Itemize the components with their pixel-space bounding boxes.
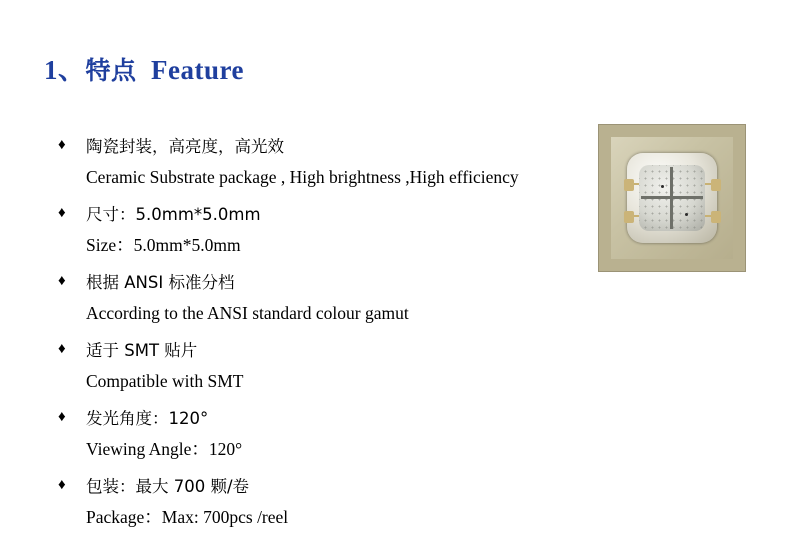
list-item (58, 336, 598, 396)
list-item-english: Ceramic Substrate package , High brightness ,High efficiency (86, 167, 519, 187)
page-title (44, 48, 244, 87)
list-item-english: Viewing Angle：120° (86, 439, 243, 459)
list-item (58, 132, 598, 192)
led-ceramic-body (627, 153, 717, 243)
diamond-bullet-icon: ♦ (58, 409, 66, 425)
list-item-chinese: 陶瓷封装，高亮度，高光效 (86, 137, 284, 156)
list-item (58, 472, 598, 532)
solder-pad (624, 179, 634, 191)
title-number: 1、 (44, 55, 86, 85)
list-item-english: Size：5.0mm*5.0mm (86, 235, 241, 255)
list-item (58, 268, 598, 328)
quadrant-divider-horizontal (641, 196, 703, 199)
list-item-chinese: 适于 SMT 贴片 (86, 341, 198, 360)
solder-pad (711, 179, 721, 191)
list-item-chinese: 尺寸：5.0mm*5.0mm (86, 205, 261, 224)
list-item-english: Compatible with SMT (86, 371, 244, 391)
solder-pad (624, 211, 634, 223)
title-english: Feature (151, 55, 244, 85)
photo-background (611, 137, 733, 259)
list-item-chinese: 根据 ANSI 标准分档 (86, 273, 235, 292)
diamond-bullet-icon: ♦ (58, 137, 66, 153)
list-item (58, 404, 598, 464)
led-phosphor-dome (639, 165, 705, 231)
list-item (58, 200, 598, 260)
diamond-bullet-icon: ♦ (58, 205, 66, 221)
feature-list (58, 132, 598, 540)
list-item-chinese: 包装：最大 700 颗/卷 (86, 477, 250, 496)
solder-pad (711, 211, 721, 223)
list-item-chinese: 发光角度：120° (86, 409, 209, 428)
surface-speck (661, 185, 664, 188)
list-item-english: Package：Max: 700pcs /reel (86, 507, 289, 527)
diamond-bullet-icon: ♦ (58, 477, 66, 493)
list-item-english: According to the ANSI standard colour gamut (86, 303, 409, 323)
diamond-bullet-icon: ♦ (58, 341, 66, 357)
title-chinese: 特点 (85, 56, 137, 85)
diamond-bullet-icon: ♦ (58, 273, 66, 289)
surface-speck (685, 213, 688, 216)
led-package-photo (598, 124, 746, 272)
